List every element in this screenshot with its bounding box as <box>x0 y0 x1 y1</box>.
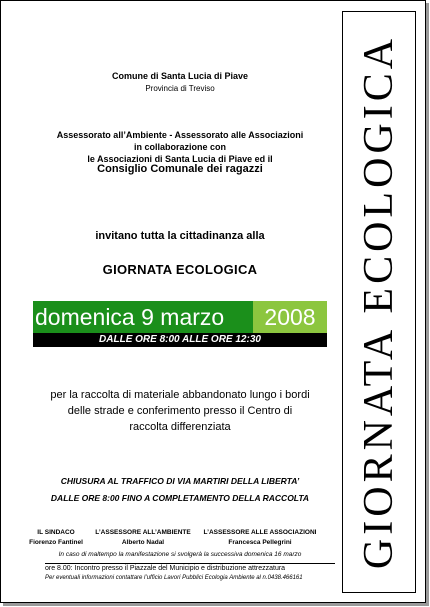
description-line: per la raccolta di materiale abbandonato lungo i bordi <box>50 389 310 401</box>
meeting-note: ore 8.00: Incontro presso il Piazzale del Municipio e distribuzione attrezzatura <box>45 565 286 572</box>
date-banner <box>33 301 327 333</box>
signature-associations <box>197 528 323 548</box>
event-day: domenica 9 marzo <box>35 304 225 330</box>
invite-text: invitano tutta la cittadinanza alla <box>95 230 265 242</box>
signature-mayor <box>21 528 91 548</box>
signature-person: Fiorenzo Fantinel <box>29 539 83 546</box>
signature-person: Alberto Nadal <box>121 539 165 546</box>
organizers-line: Assessorato all’Ambiente - Assessorato alle Associazioni <box>56 130 304 140</box>
signature-environment <box>93 528 193 548</box>
side-title: GIORNATA ECOLOGICA <box>356 34 402 570</box>
signature-role: L’ASSESSORE ALL’AMBIENTE <box>95 529 191 536</box>
organizers-block <box>21 129 339 165</box>
traffic-line: CHIUSURA AL TRAFFICO DI VIA MARTIRI DELLA LIBERTA’ <box>60 476 300 486</box>
description-line: raccolta differenziata <box>129 421 231 433</box>
signature-role: L’ASSESSORE ALLE ASSOCIAZIONI <box>203 529 317 536</box>
signature-person: Francesca Pellegrini <box>228 539 292 546</box>
info-contact: Per eventuali informazioni contattare l’ufficio Lavori Pubblici Ecologia Ambiente al n.0438.466161 <box>45 575 303 581</box>
bad-weather-note: In caso di maltempo la manifestazione si svolgerà la successiva domenica 16 marzo <box>58 551 302 558</box>
youth-council: Consiglio Comunale dei ragazzi <box>97 163 263 175</box>
signature-role: IL SINDACO <box>37 529 75 536</box>
event-year: 2008 <box>253 301 327 333</box>
organizers-line: in collaborazione con <box>133 142 226 152</box>
description-block <box>21 387 339 435</box>
traffic-notice <box>21 473 339 507</box>
event-hours: DALLE ORE 8:00 ALLE ORE 12:30 <box>33 333 327 347</box>
municipality-name: Comune di Santa Lucia di Piave <box>111 71 249 81</box>
traffic-line: DALLE ORE 8:00 FINO A COMPLETAMENTO DELLA RACCOLTA <box>50 493 310 503</box>
organizers-line: le Associazioni di Santa Lucia di Piave ed il <box>87 154 273 164</box>
event-title: GIORNATA ECOLOGICA <box>102 262 258 277</box>
province-name: Provincia di Treviso <box>145 84 215 93</box>
footer-divider <box>45 563 335 564</box>
side-title-box <box>342 11 416 593</box>
description-line: delle strade e conferimento presso il Centro di <box>67 405 293 417</box>
